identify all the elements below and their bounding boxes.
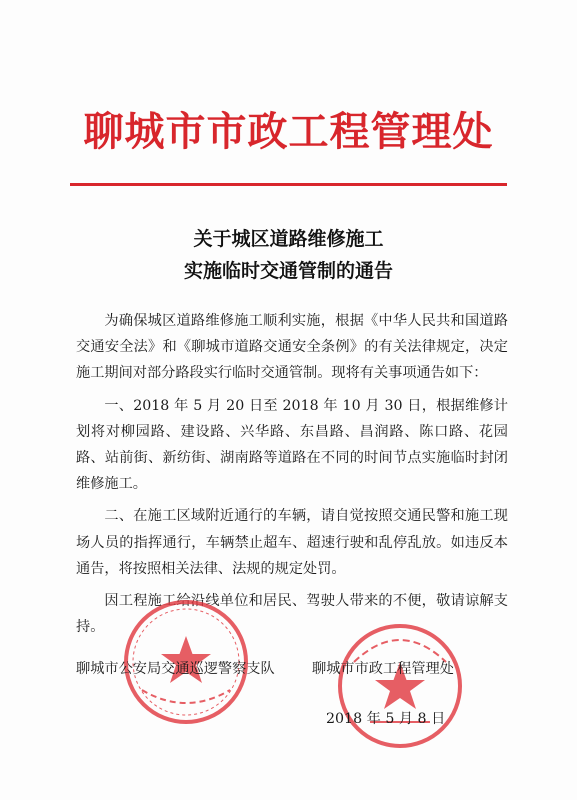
notice-paragraph: 因工程施工给沿线单位和居民、驾驶人带来的不便，敬请谅解支持。 [76,593,508,636]
notice-title-line-2: 实施临时交通管制的通告 [183,260,393,282]
municipal-seal-stamp [336,622,464,750]
notice-date: 2018 年 5 月 8 日 [326,711,446,727]
notice-body [76,308,508,646]
letterhead-org-name: 聊城市市政工程管理处 [83,108,494,155]
notice-paragraph: 二、在施工区域附近通行的车辆，请自觉按照交通民警和施工现场人员的指挥通行，车辆禁止超车、超速行驶和乱停乱放。如违反本通告，将按照相关法律、法规的规定处罚。 [76,508,508,577]
signatory-police: 聊城市公安局交通巡逻警察支队 [76,661,275,677]
letterhead-divider [70,183,507,186]
notice-title-line-1: 关于城区道路维修施工 [193,228,384,250]
notice-paragraph: 一、2018 年 5 月 20 日至 2018 年 10 月 30 日，根据维修计划将对柳园路、建设路、兴华路、东昌路、昌润路、陈口路、花园路、站前街、新纺街、湖南路等道路在不同的时间节点实施临时封闭维修施工。 [76,397,508,493]
notice-paragraph: 为确保城区道路维修施工顺利实施，根据《中华人民共和国道路交通安全法》和《聊城市道路交通安全条例》的有关法律规定，决定施工期间对部分路段实行临时交通管制。现将有关事项通告如下： [76,313,508,382]
signatory-municipal: 聊城市市政工程管理处 [312,661,454,677]
